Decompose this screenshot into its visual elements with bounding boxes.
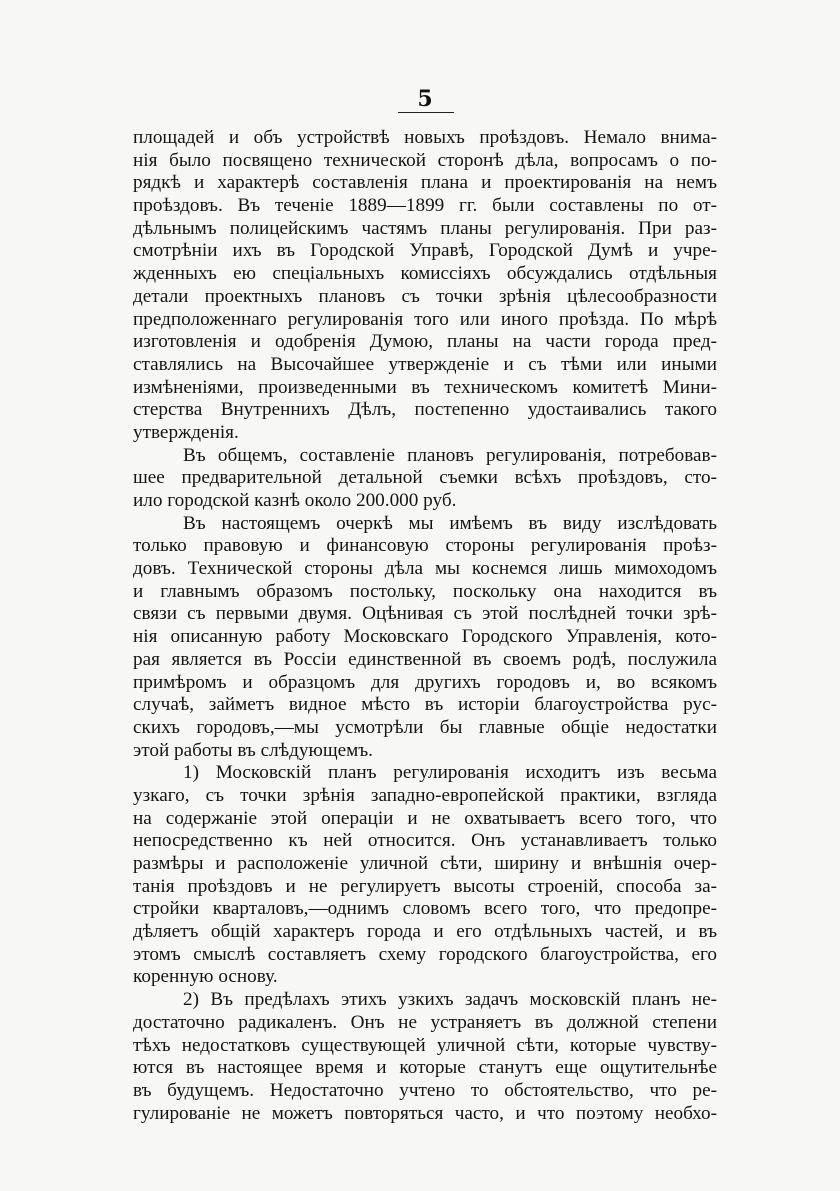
page-number: 5 xyxy=(417,86,433,112)
text-line: связи съ первыми двумя. Оцѣнивая съ этой послѣдней точки зрѣ- xyxy=(133,603,717,625)
text-line: и главнымъ образомъ постольку, поскольку она находится въ xyxy=(133,580,717,602)
text-line: рядкѣ и характерѣ составленія плана и проектированія на немъ xyxy=(133,172,717,194)
text-line: этомъ смыслѣ составляетъ схему городского благоустройства, его xyxy=(133,943,717,965)
text-line: случаѣ, займетъ видное мѣсто въ исторіи благоустройства рус- xyxy=(133,694,717,716)
text-line: танія проѣздовъ и не регулируетъ высоты строеній, способа за- xyxy=(133,875,717,897)
text-line: тѣхъ недостатковъ существующей уличной сѣти, которые чувству- xyxy=(133,1034,717,1056)
paragraph-first-line: 2) Въ предѣлахъ этихъ узкихъ задачъ московскій планъ не- xyxy=(183,989,717,1011)
text-line: проѣздовъ. Въ теченіе 1889—1899 гг. были составлены по от- xyxy=(133,195,717,217)
text-line: дѣльнымъ полицейскимъ частямъ планы регулированія. При раз- xyxy=(133,217,717,239)
text-line: детали проектныхъ плановъ съ точки зрѣнія цѣлесообразности xyxy=(133,285,717,307)
text-line: нія описанную работу Московскаго Городского Управленія, кото- xyxy=(133,626,717,648)
text-line: шее предварительной детальной съемки всѣхъ проѣздовъ, сто- xyxy=(133,467,717,489)
page-number-underline xyxy=(398,112,454,113)
text-line: ются въ настоящее время и которые станутъ еще ощутительнѣе xyxy=(133,1057,717,1079)
text-line: скихъ городовъ,—мы усмотрѣли бы главные общіе недостатки xyxy=(133,716,717,738)
paragraph-first-line: Въ настоящемъ очеркѣ мы имѣемъ въ виду изслѣдовать xyxy=(183,512,717,534)
text-line: дѣляетъ общій характеръ города и его отдѣльныхъ частей, и въ xyxy=(133,921,717,943)
text-line: этой работы въ слѣдующемъ. xyxy=(133,739,373,761)
text-line: ило городской казнѣ около 200.000 руб. xyxy=(133,490,457,511)
text-line: изготовленія и одобренія Думою, планы на части города пред- xyxy=(133,331,717,353)
text-line: довъ. Технической стороны дѣла мы коснемся лишь мимоходомъ xyxy=(133,558,717,580)
text-line: размѣры и расположеніе уличной сѣти, ширину и внѣшнія очер- xyxy=(133,853,717,874)
text-line: предположеннаго регулированія того или иного проѣзда. По мѣрѣ xyxy=(133,308,717,330)
paragraph-first-line: 1) Московскій планъ регулированія исходитъ изъ весьма xyxy=(183,762,717,784)
text-line: жденныхъ ею спеціальныхъ комиссіяхъ обсуждались отдѣльныя xyxy=(133,263,717,285)
text-line: измѣненіями, произведенными въ техническомъ комитетѣ Мини- xyxy=(133,376,717,398)
text-line: непосредственно къ ней относится. Онъ устанавливаетъ только xyxy=(133,830,717,852)
text-line: коренную основу. xyxy=(133,966,278,988)
text-line: ставлялись на Высочайшее утвержденіе и съ тѣми или иными xyxy=(133,353,717,375)
text-line: стройки кварталовъ,—однимъ словомъ всего того, что предопре- xyxy=(133,898,717,920)
paragraph-first-line: Въ общемъ, составленіе плановъ регулированія, потребовав- xyxy=(183,444,717,466)
text-line: утвержденія. xyxy=(133,421,239,443)
text-line: узкаго, съ точки зрѣнія западно-европейской практики, взгляда xyxy=(133,784,717,806)
text-line: только правовую и финансовую стороны регулированія проѣз- xyxy=(133,535,717,557)
text-line: примѣромъ и образцомъ для другихъ городовъ и, во всякомъ xyxy=(133,671,717,693)
text-line: площадей и объ устройствѣ новыхъ проѣздовъ. Немало внима- xyxy=(133,127,717,148)
text-line: смотрѣніи ихъ въ Городской Управѣ, Городской Думѣ и учре- xyxy=(133,240,717,262)
text-line: на содержаніе этой операціи и не охватываетъ всего того, что xyxy=(133,807,717,829)
text-line: нія было посвящено технической сторонѣ дѣла, вопросамъ о по- xyxy=(133,149,717,171)
text-line: стерства Внутреннихъ Дѣлъ, постепенно удостаивались такого xyxy=(133,399,717,421)
text-line: въ будущемъ. Недостаточно учтено то обстоятельство, что ре- xyxy=(133,1079,717,1101)
text-line: гулированіе не можетъ повторяться часто, и что поэтому необхо- xyxy=(133,1102,717,1124)
text-line: достаточно радикаленъ. Онъ не устраняетъ въ должной степени xyxy=(133,1011,717,1033)
body-text xyxy=(133,127,717,1125)
text-line: рая является въ Россіи единственной въ своемъ родѣ, послужила xyxy=(133,648,717,670)
